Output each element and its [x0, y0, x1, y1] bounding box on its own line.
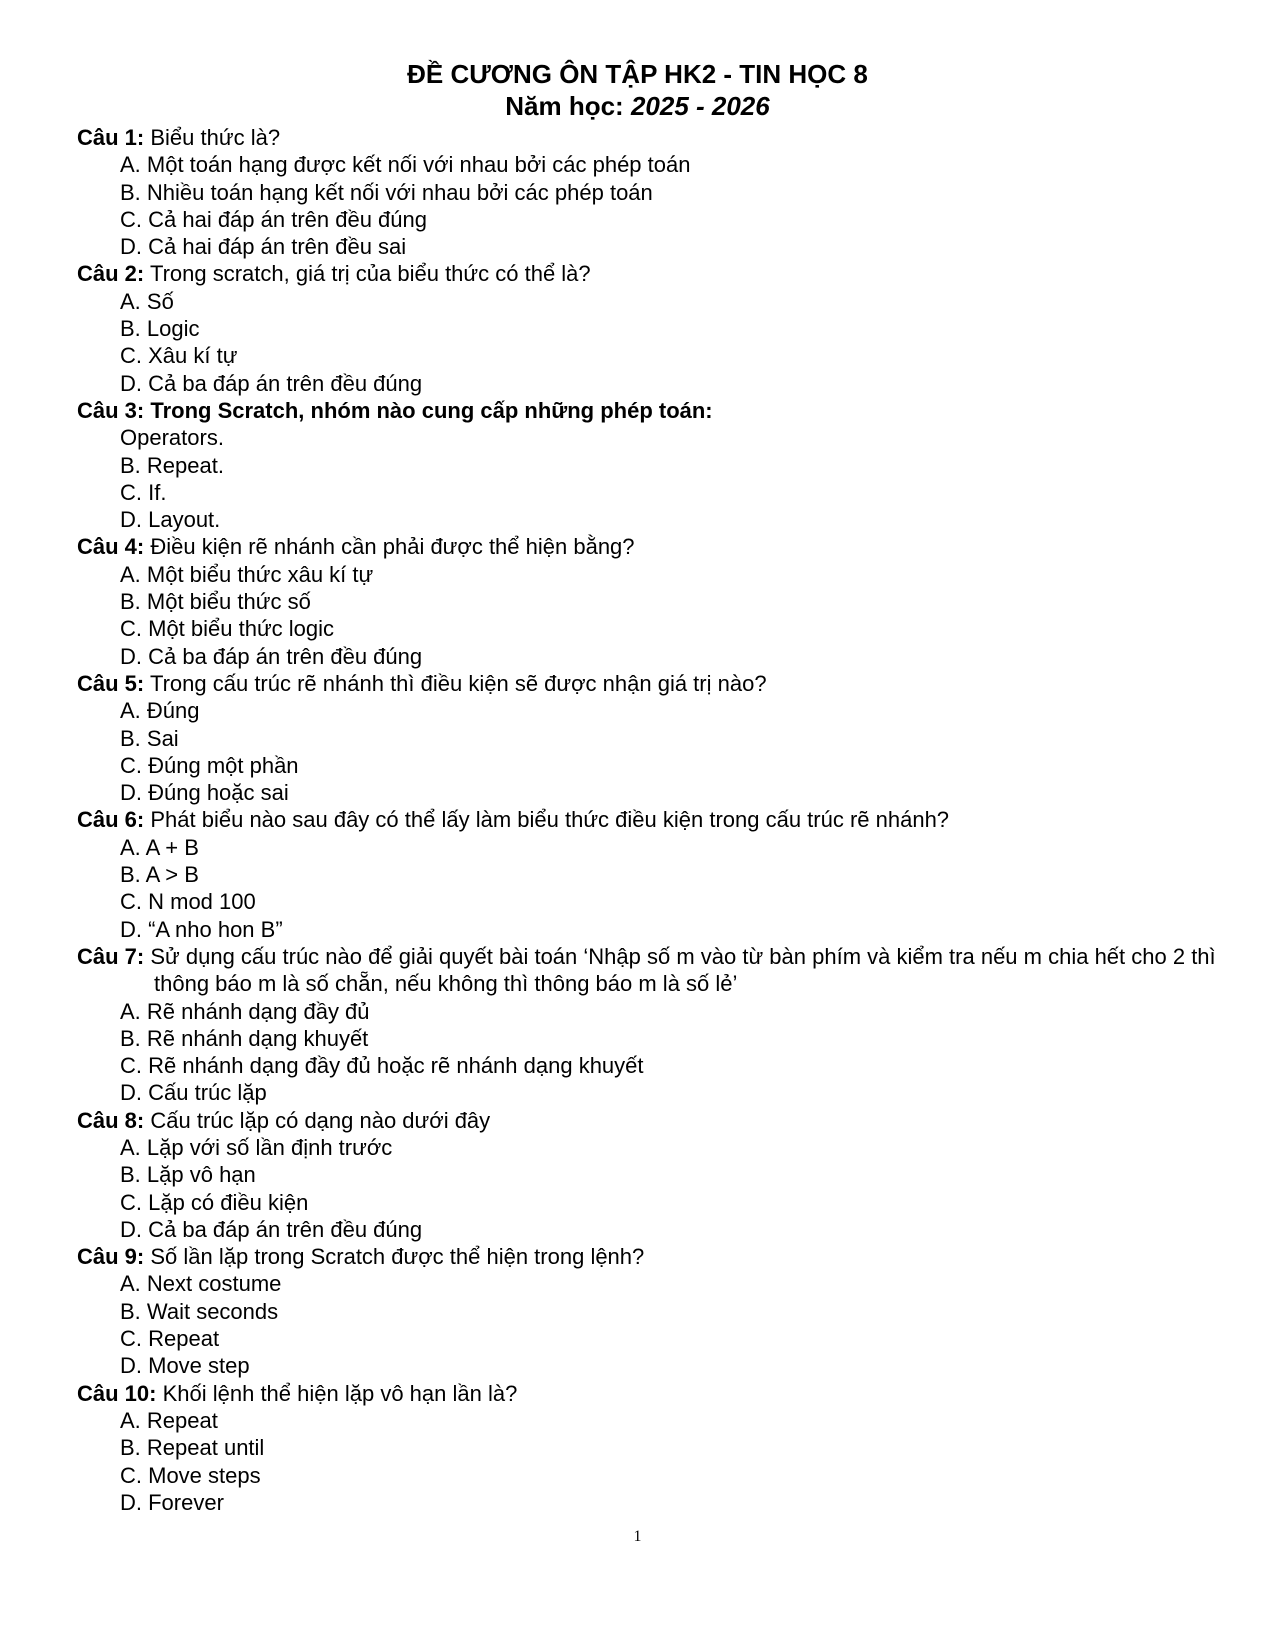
- question-block: [77, 260, 1227, 396]
- page-number: 1: [633, 1528, 642, 1545]
- answer-option: B. Wait seconds: [120, 1298, 279, 1324]
- answer-option: D. Cả ba đáp án trên đều đúng: [120, 1216, 423, 1242]
- answer-option: C. Đúng một phần: [120, 752, 299, 778]
- question-label: Câu 8:: [77, 1107, 145, 1133]
- answer-option: D. Đúng hoặc sai: [120, 780, 289, 806]
- question-body: Điều kiện rẽ nhánh cần phải được thể hiện bằng?: [144, 534, 635, 560]
- question-block: [77, 397, 1227, 533]
- question-label: Câu 4:: [77, 534, 145, 560]
- answer-option: C. Lặp có điều kiện: [120, 1189, 309, 1215]
- question-body: Cấu trúc lặp có dạng nào dưới đây: [144, 1107, 491, 1133]
- answer-option: A. Một biểu thức xâu kí tự: [120, 561, 374, 587]
- question-text: [77, 1243, 1227, 1270]
- question-body: Khối lệnh thể hiện lặp vô hạn lần là?: [156, 1380, 518, 1406]
- document-title: ĐỀ CƯƠNG ÔN TẬP HK2 - TIN HỌC 8: [407, 59, 868, 89]
- answer-option: A. Số: [120, 288, 174, 314]
- school-year: [0, 90, 1275, 122]
- answer-option: D. Layout.: [120, 507, 221, 533]
- question-text: [77, 1107, 1227, 1134]
- question-body: Số lần lặp trong Scratch được thể hiện trong lệnh?: [144, 1244, 645, 1270]
- answer-option: B. Nhiều toán hạng kết nối với nhau bởi các phép toán: [120, 179, 653, 205]
- question-text: [77, 533, 1227, 560]
- question-label: Câu 2:: [77, 261, 145, 287]
- question-text: [77, 397, 1227, 424]
- answer-option: D. Cấu trúc lặp: [120, 1080, 267, 1106]
- answer-option: C. Xâu kí tự: [120, 343, 238, 369]
- question-block: [77, 1380, 1227, 1516]
- question-text: [77, 124, 1227, 151]
- answer-option: D. Cả ba đáp án trên đều đúng: [120, 370, 423, 396]
- answer-option: A. Next costume: [120, 1271, 282, 1297]
- answer-option: B. A > B: [120, 862, 199, 888]
- school-year-value: 2025 - 2026: [630, 91, 770, 121]
- question-body: Phát biểu nào sau đây có thể lấy làm biểu thức điều kiện trong cấu trúc rẽ nhánh?: [144, 807, 950, 833]
- answer-option: D. Cả ba đáp án trên đều đúng: [120, 643, 423, 669]
- answer-option: D. “A nho hon B”: [120, 916, 283, 942]
- answer-option: D. Cả hai đáp án trên đều sai: [120, 234, 407, 260]
- question-block: [77, 1243, 1227, 1379]
- question-body: Trong cấu trúc rẽ nhánh thì điều kiện sẽ được nhận giá trị nào?: [144, 670, 767, 696]
- answer-option: B. Lặp vô hạn: [120, 1162, 256, 1188]
- answer-option: D. Forever: [120, 1489, 224, 1515]
- answer-option: B. Repeat until: [120, 1435, 265, 1461]
- question-label: Câu 1:: [77, 125, 145, 150]
- answer-option: C. Move steps: [120, 1462, 261, 1488]
- question-text: [77, 943, 1227, 998]
- question-label: Câu 10:: [77, 1380, 157, 1406]
- answer-option: C. Rẽ nhánh dạng đầy đủ hoặc rẽ nhánh dạng khuyết: [120, 1053, 644, 1079]
- question-label: Câu 3:: [77, 397, 145, 423]
- question-block: [77, 943, 1227, 1107]
- question-block: [77, 1107, 1227, 1243]
- question-block: [77, 670, 1227, 806]
- answer-option: B. Sai: [120, 725, 179, 751]
- question-body: Trong Scratch, nhóm nào cung cấp những phép toán:: [144, 397, 713, 423]
- answer-option: B. Repeat.: [120, 452, 224, 478]
- answer-option: A. Lặp với số lần định trước: [120, 1134, 393, 1160]
- question-label: Câu 9:: [77, 1244, 145, 1270]
- answer-option: A. A + B: [120, 834, 199, 860]
- answer-option: C. N mod 100: [120, 889, 256, 915]
- question-label: Câu 6:: [77, 807, 145, 833]
- answer-option: A. Rẽ nhánh dạng đầy đủ: [120, 998, 370, 1024]
- question-text: [77, 1380, 1227, 1407]
- question-body: Sử dụng cấu trúc nào để giải quyết bài toán ‘Nhập số m vào từ bàn phím và kiểm tra nếu m chia hết cho 2 thì thông báo m là số chẵn, nếu không thì thông báo m là số lẻ’: [144, 943, 1216, 997]
- answer-option: C. Cả hai đáp án trên đều đúng: [120, 206, 428, 232]
- school-year-label: Năm học:: [505, 91, 631, 121]
- question-body: Trong scratch, giá trị của biểu thức có thể là?: [144, 261, 591, 287]
- question-label: Câu 7:: [77, 943, 145, 969]
- question-body: Biểu thức là?: [144, 125, 281, 150]
- answer-option: C. Một biểu thức logic: [120, 616, 335, 642]
- question-text: [77, 806, 1227, 833]
- answer-option: B. Logic: [120, 316, 200, 342]
- question-text: [77, 260, 1227, 287]
- question-block: [77, 124, 1227, 260]
- answer-option: B. Một biểu thức số: [120, 589, 311, 615]
- answer-option: A. Repeat: [120, 1407, 218, 1433]
- question-block: [77, 533, 1227, 669]
- question-block: [77, 806, 1227, 942]
- answer-option: C. Repeat: [120, 1326, 220, 1352]
- answer-option: C. If.: [120, 479, 167, 505]
- answer-option: B. Rẽ nhánh dạng khuyết: [120, 1025, 369, 1051]
- answer-option: Operators.: [120, 425, 224, 451]
- question-label: Câu 5:: [77, 670, 145, 696]
- answer-option: D. Move step: [120, 1353, 250, 1379]
- answer-option: A. Một toán hạng được kết nối với nhau bởi các phép toán: [120, 152, 691, 178]
- question-list: [77, 124, 1227, 1516]
- answer-option: A. Đúng: [120, 698, 200, 724]
- question-text: [77, 670, 1227, 697]
